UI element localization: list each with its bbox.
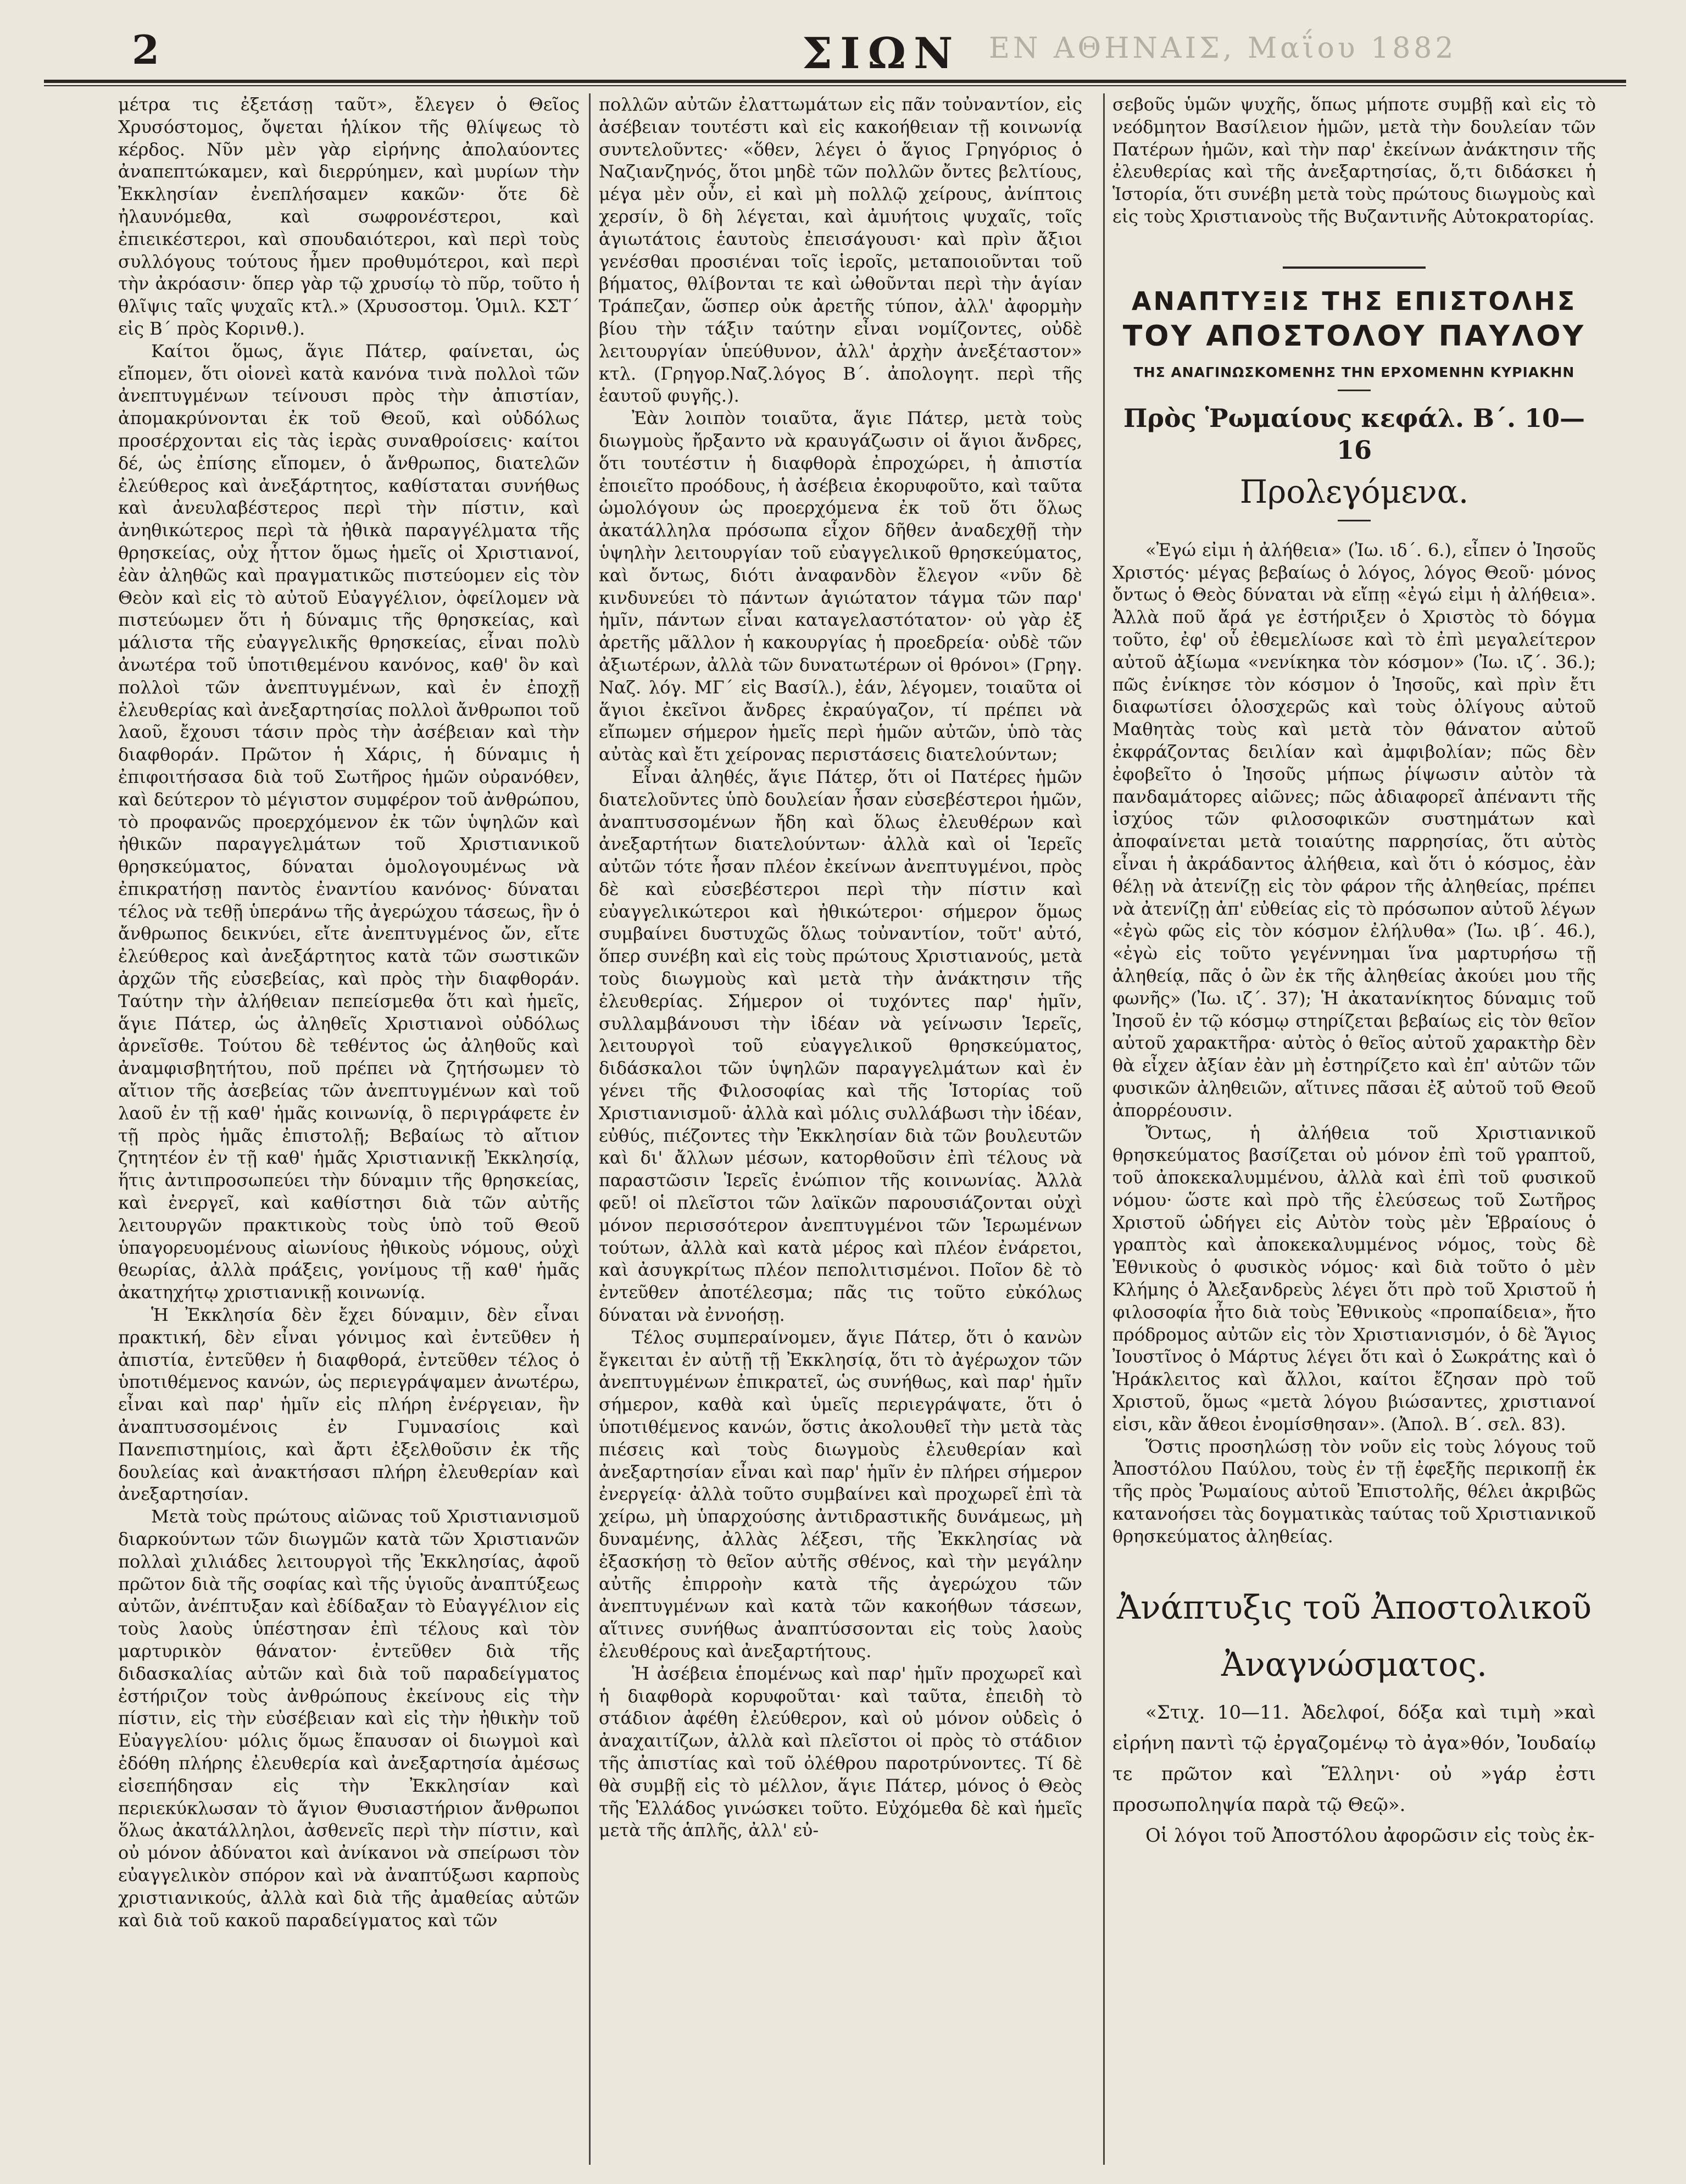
paragraph: Ὄντως, ἡ ἀλήθεια τοῦ Χριστιανικοῦ θρησκεύματος βασίζεται οὐ μόνον ἐπὶ τοῦ γραπτοῦ, τοῦ ἀποκεκαλυμμένου, ἀλλὰ καὶ ἐπὶ τοῦ φυσικοῦ νόμου· ὥστε καὶ πρὸ τῆς ἐλεύσεως τοῦ Σωτῆρος Χριστοῦ ὡδήγει εἰς Αὐτὸν τοὺς μὲν Ἑβραίους ὁ γραπτὸς καὶ ἀποκεκαλυμμένος νόμος, τοὺς δὲ Ἐθνικοὺς ὁ φυσικὸς νόμος· καὶ διὰ τοῦτο ὁ μὲν Κλήμης ὁ Ἀλεξανδρεὺς λέγει ὅτι πρὸ τοῦ Χριστοῦ ἡ φιλοσοφία ἦτο διὰ τοὺς Ἐθνικοὺς «προπαίδεια», ἤτο πρόδρομος αὐτῶν εἰς τὸν Χριστιανισμόν, ὁ δὲ Ἅγιος Ἰουστῖνος ὁ Μάρτυς λέγει ὅτι καὶ ὁ Σωκράτης καὶ ὁ Ἡράκλειτος καὶ ἄλλοι, καίτοι ἔζησαν πρὸ τοῦ Χριστοῦ, ὅμως «μετὰ λόγου βιώσαντες, χριστιανοί εἰσι, κἂν ἄθεοι ἐνομίσθησαν». (Ἀπολ. Β΄. σελ. 83). <box>1112 1122 1596 1435</box>
section-subtitle: ΤΗΣ ΑΝΑΓΙΝΩΣΚΟΜΕΝΗΣ ΤΗΝ ΕΡΧΟΜΕΝΗΝ ΚΥΡΙΑΚΗΝ <box>1133 364 1575 380</box>
paragraph: πολλῶν αὐτῶν ἐλαττωμάτων εἰς πᾶν τοὐναντίον, εἰς ἀσέβειαν τουτέστι καὶ εἰς κακοήθειαν τῇ κοινωνίᾳ συντελοῦντες· «ὅθεν, λέγει ὁ ἅγιος Γρηγόριος ὁ Ναζιανζηνός, ὅτοι μηδὲ τῶν πολλῶν ὄντες βελτίους, μέγα μὲν οὖν, εἰ καὶ μὴ πολλῷ χείρους, ἀνίπτοις χερσίν, ὃ δὴ λέγεται, καὶ ἀμυήτοις ψυχαῖς, τοῖς ἁγιωτάτοις ἑαυτοὺς ἐπεισάγουσι· καὶ πρὶν ἄξιοι γενέσθαι προσιέναι τοῖς ἱεροῖς, μεταποιοῦνται τοῦ βήματος, θλίβονται τε καὶ ὠθοῦνται περὶ τὴν ἁγίαν Τράπεζαν, ὥσπερ οὐκ ἀρετῆς τύπον, ἀλλ' ἀφορμὴν βίου τὴν τάξιν ταύτην εἶναι νομίζοντες, οὐδὲ λειτουργίαν ὑπεύθυνον, ἀλλ' ἀρχὴν ἀνεξέταστον» κτλ. (Γρηγορ.Ναζ.λόγος Β΄. ἀπολογητ. περὶ τῆς ἑαυτοῦ φυγῆς.). <box>599 94 1082 407</box>
paragraph: Καίτοι ὅμως, ἅγιε Πάτερ, φαίνεται, ὡς εἴπομεν, ὅτι οἱονεὶ κατὰ κανόνα τινὰ πολλοὶ τῶν ἀνεπτυγμένων τείνουσι πρὸς τὴν ἀπιστίαν, ἀπομακρύνονται ἐκ τοῦ Θεοῦ, καὶ οὐδόλως προσέρχονται εἰς τὰς ἱερὰς συναθροίσεις· καίτοι δέ, ὡς ἐπίσης εἴπομεν, ὁ ἄνθρωπος, διατελῶν ἐλεύθερος καὶ ἀνεξάρτητος, καθίσταται συνήθως καὶ ἀνευλαβέστερος περὶ τὴν πίστιν, καὶ ἀνηθικώτερος περὶ τὰ ἠθικὰ παραγγέλματα τῆς θρησκείας, οὐχ ἧττον ὅμως ἡμεῖς οἱ Χριστιανοί, ἐὰν ἀληθῶς καὶ πραγματικῶς πιστεύομεν εἰς τὸν Θεὸν καὶ εἰς τὸ αὐτοῦ Εὐαγγέλιον, ὀφείλομεν νὰ πιστεύωμεν ὅτι ἡ δύναμις τῆς θρησκείας, καὶ μάλιστα τῆς εὐαγγελικῆς θρησκείας, εἶναι πολὺ ἀνωτέρα τοῦ ὑποτιθεμένου κανόνος, καθ' ὃν καὶ πολλοὶ τῶν ἀνεπτυγμένων, καὶ ἐν ἐποχῇ ἐλευθερίας καὶ ἀνεξαρτησίας πολλοὶ ἄνθρωποι τοῦ λαοῦ, ἔχουσι τάσιν πρὸς τὴν ἀσέβειαν καὶ τὴν διαφθοράν. Πρῶτον ἡ Χάρις, ἡ δύναμις ἡ ἐπιφοιτήσασα διὰ τοῦ Σωτῆρος ἡμῶν οὐρανόθεν, καὶ δεύτερον τὸ μέγιστον συμφέρον τοῦ ἀνθρώπου, τὸ προφανῶς προερχόμενον ἐκ τῶν ὑψηλῶν καὶ ἠθικῶν παραγγελμάτων τοῦ Χριστιανικοῦ θρησκεύματος, δύναται ὁμολογουμένως νὰ ἐπικρατήσῃ παντὸς ἐναντίου κανόνος· δύναται τέλος νὰ τεθῇ ὑπεράνω τῆς ἀγερώχου τάσεως, ἣν ὁ ἄνθρωπος δεικνύει, εἴτε ἀνεπτυγμένος ὤν, εἴτε ἐλεύθερος καὶ ἀνεξάρτητος κατὰ τῶν σωστικῶν ἀρχῶν τῆς εὐσεβείας, καὶ πρὸς τὴν διαφθοράν. Ταύτην τὴν ἀλήθειαν πεπείσμεθα ὅτι καὶ ἡμεῖς, ἅγιε Πάτερ, ὡς ἀληθεῖς Χριστιανοὶ οὐδόλως ἀρνεῖσθε. Τούτου δὲ τεθέντος ὡς ἀληθοῦς καὶ ἀναμφισβητήτου, ποῦ πρέπει νὰ ζητήσωμεν τὸ αἴτιον τῆς ἀσεβείας τῶν ἀνεπτυγμένων καὶ τοῦ λαοῦ ἐν τῇ καθ' ἡμᾶς κοινωνίᾳ, ὃ περιγράφετε ἐν τῇ πρὸς ἡμᾶς ἐπιστολῇ; Βεβαίως τὸ αἴτιον ζητητέον ἐν τῇ καθ' ἡμᾶς Χριστιανικῇ Ἐκκλησίᾳ, ἥτις ἀντιπροσωπεύει τὴν δύναμιν τῆς θρησκείας, καὶ ἐνεργεῖ, καὶ καθίστησι διὰ τῶν αὐτῆς λειτουργῶν πρακτικοὺς τοὺς ὑπὸ τοῦ Θεοῦ ὑπαγορευομένους αἰωνίους ἠθικοὺς νόμους, οὐχὶ θεωρίας, ἀλλὰ πράξεις, γονίμους τῇ καθ' ἡμᾶς ἀκατηχήτῳ χριστιανικῇ κοινωνίᾳ. <box>118 340 580 1303</box>
paragraph: Ὅστις προσηλώσῃ τὸν νοῦν εἰς τοὺς λόγους τοῦ Ἀποστόλου Παύλου, τοὺς ἐν τῇ ἐφεξῆς περικοπῇ ἐκ τῆς πρὸς Ῥωμαίους αὐτοῦ Ἐπιστολῆς, θέλει ἀκριβῶς κατανοήσει τὰς δογματικὰς ταύτας τοῦ Χριστιανικοῦ θρησκεύματος ἀληθείας. <box>1112 1436 1596 1547</box>
paragraph: «Ἐγώ εἰμι ἡ ἀλήθεια» (Ἰω. ιδ΄. 6.), εἶπεν ὁ Ἰησοῦς Χριστός· μέγας βεβαίως ὁ λόγος, λόγος Θεοῦ· μόνος ὄντως ὁ Θεὸς δύναται νὰ εἴπῃ «ἐγώ εἰμι ἡ ἀλήθεια». Ἀλλὰ ποῦ ἄρά γε ἐστήριξεν ὁ Χριστὸς τὸ δόγμα τοῦτο, ἐφ' οὗ ἐθεμελίωσε καὶ τὸ ἐπὶ μεγαλείτερον αὐτοῦ ἀξίωμα «νενίκηκα τὸν κόσμον» (Ἰω. ιζ΄. 36.); πῶς ἐνίκησε τὸν κόσμον ὁ Ἰησοῦς, καὶ πρὶν ἔτι διαφωτίσει ὁλοσχερῶς καὶ τοὺς ὀλίγους αὐτοῦ Μαθητὰς τοὺς καὶ μετὰ τὸν θάνατον αὐτοῦ ἐκφράζοντας δειλίαν καὶ ἀμφιβολίαν; πῶς δὲν ἐφοβεῖτο ὁ Ἰησοῦς μήπως ῥίψωσιν αὐτὸν τὰ πανδαμάτορες αἰῶνες; πῶς ἀδιαφορεῖ ἀπέναντι τῆς ἰσχύος τῶν φιλοσοφικῶν συστημάτων καὶ ἀποφαίνεται μετὰ τοιαύτης παρρησίας, ὅτι αὐτὸς εἶναι ἡ ἀκράδαντος ἀλήθεια, καὶ ὅτι ὁ κόσμος, ἐὰν θέλῃ νὰ ἀτενίζῃ εἰς τὸν φάρον τῆς ἀληθείας, πρέπει νὰ ἀτενίζῃ ἀπ' εὐθείας εἰς τὸ πρόσωπον αὐτοῦ λέγων «ἐγὼ φῶς εἰς τὸν κόσμον ἐλήλυθα» (Ἰω. ιβ΄. 46.), «ἐγὼ εἰς τοῦτο γεγέννημαι ἵνα μαρτυρήσω τῇ ἀληθείᾳ, πᾶς ὁ ὢν ἐκ τῆς ἀληθείας ἀκούει μου τῆς φωνῆς» (Ἰω. ιζ΄. 37); Ἡ ἀκατανίκητος δύναμις τοῦ Ἰησοῦ ἐν τῷ κόσμῳ στηρίζεται βεβαίως εἰς τὸν θεῖον αὐτοῦ χαρακτῆρα· αὐτὸς ὁ θεῖος αὐτοῦ χαρακτὴρ δὲν θὰ εἶχεν ἀξίαν ἐὰν μὴ ἐστηρίζετο καὶ ἐπ' αὐτῶν τῶν φυσικῶν ἀληθειῶν, αἵτινες πᾶσαι ἐξ αὐτοῦ τοῦ Θεοῦ ἀπορρέουσιν. <box>1112 539 1596 1121</box>
column-3 <box>1112 93 1596 2168</box>
subheading: Ἀναγνώσματος. <box>1221 1645 1488 1684</box>
paragraph: Μετὰ τοὺς πρώτους αἰῶνας τοῦ Χριστιανισμοῦ διαρκούντων τῶν διωγμῶν κατὰ τῶν Χριστιανῶν πολλαὶ χιλιάδες λειτουργοὶ τῆς Ἐκκλησίας, ἀφοῦ πρῶτον διὰ τῆς σοφίας καὶ τῆς ὑγιοῦς ἀναπτύξεως αὐτῶν, ἀνέπτυξαν καὶ ἐδίδαξαν τὸ Εὐαγγέλιον εἰς τοὺς λαοὺς ὑπέστησαν ἐπὶ τέλους καὶ τὸν μαρτυρικὸν θάνατον· ἐντεῦθεν διὰ τῆς διδασκαλίας αὐτῶν καὶ διὰ τοῦ παραδείγματος ἐστήριζον τοὺς ἀνθρώπους ἐκείνους εἰς τὴν πίστιν, εἰς τὴν εὐσέβειαν καὶ εἰς τὴν ἠθικὴν τοῦ Εὐαγγελίου· μόλις ὅμως ἔπαυσαν οἱ διωγμοὶ καὶ ἐδόθη πλήρης ἐλευθερία καὶ ἀνεξαρτησία ἀμέσως εἰσεπήδησαν εἰς τὴν Ἐκκλησίαν καὶ περιεκύκλωσαν τὸ ἅγιον Θυσιαστήριον ἄνθρωποι ὅλως ἀκατάλληλοι, ἀσθενεῖς περὶ τὴν πίστιν, καὶ οὐ μόνον ἀδύνατοι καὶ ἀνίκανοι νὰ σπείρωσι τὸν εὐαγγελικὸν σπόρον καὶ νὰ ἀναπτύξωσι καρποὺς χριστιανικούς, ἀλλὰ καὶ διὰ τῆς ἀμαθείας αὐτῶν καὶ διὰ τοῦ κακοῦ παραδείγματος καὶ τῶν <box>118 1506 580 1931</box>
masthead-faint-text: ΕΝ ΑΘΗΝΑΙΣ, Μαΐου 1882 <box>989 32 1457 65</box>
short-divider <box>1338 520 1371 521</box>
subheading: Ἀνάπτυξις τοῦ Ἀποστολικοῦ <box>1116 1588 1592 1627</box>
column-divider <box>1103 93 1105 2165</box>
paragraph: Ἐὰν λοιπὸν τοιαῦτα, ἅγιε Πάτερ, μετὰ τοὺς διωγμοὺς ἤρξαντο νὰ κραυγάζωσιν οἱ ἅγιοι ἄνδρες, ὅτι τουτέστιν ἡ διαφθορὰ ἐπροχώρει, ἡ ἀπιστία ἐποιεῖτο προόδους, ἡ ἀσέβεια ἐκορυφοῦτο, καὶ ταῦτα ὡμολόγουν ὡς προερχόμενα ἐκ τοῦ ὅτι ὅλως ἀκατάλληλα πρόσωπα εἶχον δῆθεν ἀναδεχθῇ τὴν ὑψηλὴν λειτουργίαν τοῦ εὐαγγελικοῦ θρησκεύματος, καὶ ὄντως, διότι ἀναφανδὸν ἔλεγον «νῦν δὲ κινδυνεύει τὸ πάντων ἁγιώτατον τάγμα τῶν παρ' ἡμῖν, πάντων εἶναι καταγελαστότατον· οὐ γὰρ ἐξ ἀρετῆς μᾶλλον ἡ κακουργίας ἡ προεδρεία· οὐδὲ τῶν ἀξιωτέρων, ἀλλὰ τῶν δυνατωτέρων οἱ θρόνοι» (Γρηγ. Ναζ. λόγ. ΜΓ΄ εἰς Βασίλ.), ἐάν, λέγομεν, τοιαῦτα οἱ ἅγιοι ἐκεῖνοι ἄνδρες ἐκραύγαζον, τί πρέπει νὰ εἴπωμεν σήμερον ἡμεῖς περὶ ἡμῶν αὐτῶν, ὑπὸ τὰς αὐτὰς καὶ ἔτι χείρονας περιστάσεις διατελούντων; <box>599 408 1082 765</box>
prolegomena-heading: Προλεγόμενα. <box>1239 473 1469 510</box>
paragraph: Ἡ ἀσέβεια ἑπομένως καὶ παρ' ἡμῖν προχωρεῖ καὶ ἡ διαφθορὰ κορυφοῦται· καὶ ταῦτα, ἐπειδὴ τὸ στάδιον ἀφέθη ἐλεύθερον, καὶ οὐ μόνον οὐδεὶς ὁ ἀναχαιτίζων, ἀλλὰ καὶ πλεῖστοι οἱ πρὸς τὸ στάδιον τῆς ἀπιστίας καὶ τοῦ ὀλέθρου παροτρύνοντες. Τί δὲ θὰ συμβῇ εἰς τὸ μέλλον, ἅγιε Πάτερ, μόνος ὁ Θεὸς τῆς Ἑλλάδος γινώσκει τοῦτο. Εὐχόμεθα δὲ καὶ ἡμεῖς μετὰ τῆς ἁπλῆς, ἀλλ' εὐ- <box>599 1663 1082 1841</box>
column-1 <box>118 93 580 2168</box>
page-number: 2 <box>132 26 160 73</box>
passage-reference: Πρὸς Ῥωμαίους κεφάλ. Β΄. 10—16 <box>1123 403 1585 465</box>
section-divider <box>1283 266 1426 269</box>
section-title: ΑΝΑΠΤΥΞΙΣ ΤΗΣ ΕΠΙΣΤΟΛΗΣ <box>1131 286 1577 316</box>
newspaper-name: ΣΙΩΝ <box>802 29 961 79</box>
masthead-rule <box>44 80 1626 86</box>
paragraph: σεβοῦς ὑμῶν ψυχῆς, ὅπως μήποτε συμβῇ καὶ εἰς τὸ νεόδμητον Βασίλειον ἡμῶν, μετὰ τὴν δουλείαν τῶν Πατέρων ἡμῶν, καὶ τὴν παρ' ἐκείνων ἀνάκτησιν τῆς ἐλευθερίας καὶ τῆς ἀνεξαρτησίας, ὅ,τι διδάσκει ἡ Ἱστορία, ὅτι συνέβη μετὰ τοὺς πρώτους διωγμοὺς καὶ εἰς τοὺς Χριστιανοὺς τῆς Βυζαντινῆς Αὐτοκρατορίας. <box>1112 94 1596 227</box>
column-2 <box>599 93 1082 2168</box>
verse-paragraph: «Στιχ. 10—11. Ἀδελφοί, δόξα καὶ τιμὴ »καὶ εἰρήνη παντὶ τῷ ἐργαζομένῳ τὸ ἀγα»θόν, Ἰουδαίῳ τε πρῶτον καὶ Ἕλληνι· οὐ »γάρ ἐστι προσωποληψία παρὰ τῷ Θεῷ». <box>1112 1701 1596 1816</box>
paragraph: Ἡ Ἐκκλησία δὲν ἔχει δύναμιν, δὲν εἶναι πρακτική, δὲν εἶναι γόνιμος καὶ ἐντεῦθεν ἡ ἀπιστία, ἐντεῦθεν ἡ διαφθορά, ἐντεῦθεν τέλος ὁ ὑποτιθέμενος κανών, ὡς περιεγράψαμεν ἀνωτέρω, εἶναι καὶ παρ' ἡμῖν εἰς πλήρη ἐνέργειαν, ἣν ἀναπτυσσομένοις ἐν Γυμνασίοις καὶ Πανεπιστημίοις, καὶ ἄρτι ἐξελθοῦσιν ἐκ τῆς δουλείας καὶ ἀνακτήσασι πλήρη ἐλευθερίαν καὶ ἀνεξαρτησίαν. <box>118 1304 580 1505</box>
paragraph: Εἶναι ἀληθές, ἅγιε Πάτερ, ὅτι οἱ Πατέρες ἡμῶν διατελοῦντες ὑπὸ δουλείαν ἦσαν εὐσεβέστεροι ἡμῶν, ἀναπτυσσομένων ἤδη καὶ ὅλως ἐλευθέρων καὶ ἀνεξαρτήτων διατελούντων· ἀλλὰ καὶ οἱ Ἱερεῖς αὐτῶν τότε ἦσαν πλέον ἐκείνων ἀνεπτυγμένοι, πρὸς δὲ καὶ εὐσεβέστεροι περὶ τὴν πίστιν καὶ εὐαγγελικώτεροι καὶ ἠθικώτεροι· σήμερον ὅμως συμβαίνει δυστυχῶς ὅλως τοὐναντίον, τοῦτ' αὐτό, ὅπερ συνέβη καὶ εἰς τοὺς πρώτους Χριστιανούς, μετὰ τοὺς διωγμοὺς καὶ μετὰ τὴν ἀνάκτησιν τῆς ἐλευθερίας. Σήμερον οἱ τυχόντες παρ' ἡμῖν, συλλαμβάνουσι τὴν ἰδέαν νὰ γείνωσιν Ἱερεῖς, λειτουργοὶ τοῦ εὐαγγελικοῦ θρησκεύματος, διδάσκαλοι τῶν ὑψηλῶν παραγγελμάτων καὶ ἐν γένει τῆς Φιλοσοφίας καὶ τῆς Ἱστορίας τοῦ Χριστιανισμοῦ· ἀλλὰ καὶ μόλις συλλάβωσι τὴν ἰδέαν, εὐθύς, πιέζοντες τὴν Ἐκκλησίαν διὰ τῶν βουλευτῶν καὶ δι' ἄλλων μέσων, κατορθοῦσιν ἐπὶ τέλους νὰ παραστῶσιν Ἱερεῖς ἐνώπιον τῆς κοινωνίας. Ἀλλὰ φεῦ! οἱ πλεῖστοι τῶν λαϊκῶν παρουσιάζονται οὐχὶ μόνον περισσότερον ἀνεπτυγμένοι τῶν Ἱερωμένων τούτων, ἀλλὰ καὶ κατὰ μέρος καὶ πλέον ἐνάρετοι, καὶ ἀσυγκρίτως πλέον πεπολιτισμένοι. Ποῖον δὲ τὸ ἐντεῦθεν ἀποτέλεσμα; πᾶς τις τοῦτο εὐκόλως δύναται νὰ ἐννοήσῃ. <box>599 766 1082 1326</box>
paragraph: Τέλος συμπεραίνομεν, ἅγιε Πάτερ, ὅτι ὁ κανὼν ἔγκειται ἐν αὐτῇ τῇ Ἐκκλησίᾳ, ὅτι τὸ ἀγέρωχον τῶν ἀνεπτυγμένων ἐπικρατεῖ, ὡς συνήθως, καὶ παρ' ἡμῖν σήμερον, καθὰ καὶ ὑμεῖς περιεγράψατε, ὅτι ὁ ὑποτιθέμενος κανών, ὅστις ἀκολουθεῖ τὴν μετὰ τὰς πιέσεις καὶ τοὺς διωγμοὺς ἐλευθερίαν καὶ ἀνεξαρτησίαν εἶναι καὶ παρ' ἡμῖν ἐν πλήρει σήμερον ἐνεργείᾳ· ἀλλὰ τοῦτο συμβαίνει καὶ προχωρεῖ ἐπὶ τὰ χείρω, μὴ ὑπαρχούσης ἀντιδραστικῆς δυνάμεως, μὴ δυναμένης, ἀλλὰς λέξεσι, τῆς Ἐκκλησίας νὰ ἐξασκήσῃ τὸ θεῖον αὐτῆς σθένος, καὶ τὴν μεγάλην αὐτῆς ἐπιρροὴν κατὰ τῆς ἀγερώχου τῶν ἀνεπτυγμένων καὶ κατὰ τῶν κακοήθων τάσεων, αἵτινες συνήθως ἀναπτύσσονται εἰς τοὺς λαοὺς ἐλευθέρους καὶ ἀνεξαρτήτους. <box>599 1326 1082 1661</box>
column-divider <box>589 93 591 2165</box>
short-divider <box>1338 390 1371 391</box>
paragraph: Οἱ λόγοι τοῦ Ἀποστόλου ἀφορῶσιν εἰς τοὺς ἐκ- <box>1145 1824 1595 1847</box>
section-title: ΤΟΥ ΑΠΟΣΤΟΛΟΥ ΠΑΥΛΟΥ <box>1122 319 1586 353</box>
paragraph: μέτρα τις ἐξετάσῃ ταῦτ», ἔλεγεν ὁ Θεῖος Χρυσόστομος, ὄψεται ἡλίκον τῆς θλίψεως τὸ κέρδος. Νῦν μὲν γὰρ εἰρήνης ἀπολαύοντες ἀναπεπτώκαμεν, καὶ διερρύημεν, καὶ μυρίων τὴν Ἐκκλησίαν ἐνεπλήσαμεν κακῶν· ὅτε δὲ ἠλαυνόμεθα, καὶ σωφρονέστεροι, καὶ ἐπιεικέστεροι, καὶ σπουδαιότεροι, καὶ περὶ τοὺς συλλόγους τούτους ἦμεν προθυμότεροι, καὶ περὶ τὴν ἀκρόασιν· ὅπερ γὰρ τῷ χρυσίῳ τὸ πῦρ, τοῦτο ἡ θλῖψις ταῖς ψυχαῖς κτλ.» (Χρυσοστομ. Ὁμιλ. ΚΣΤ΄ εἰς Β΄ πρὸς Κορινθ.). <box>118 94 580 339</box>
